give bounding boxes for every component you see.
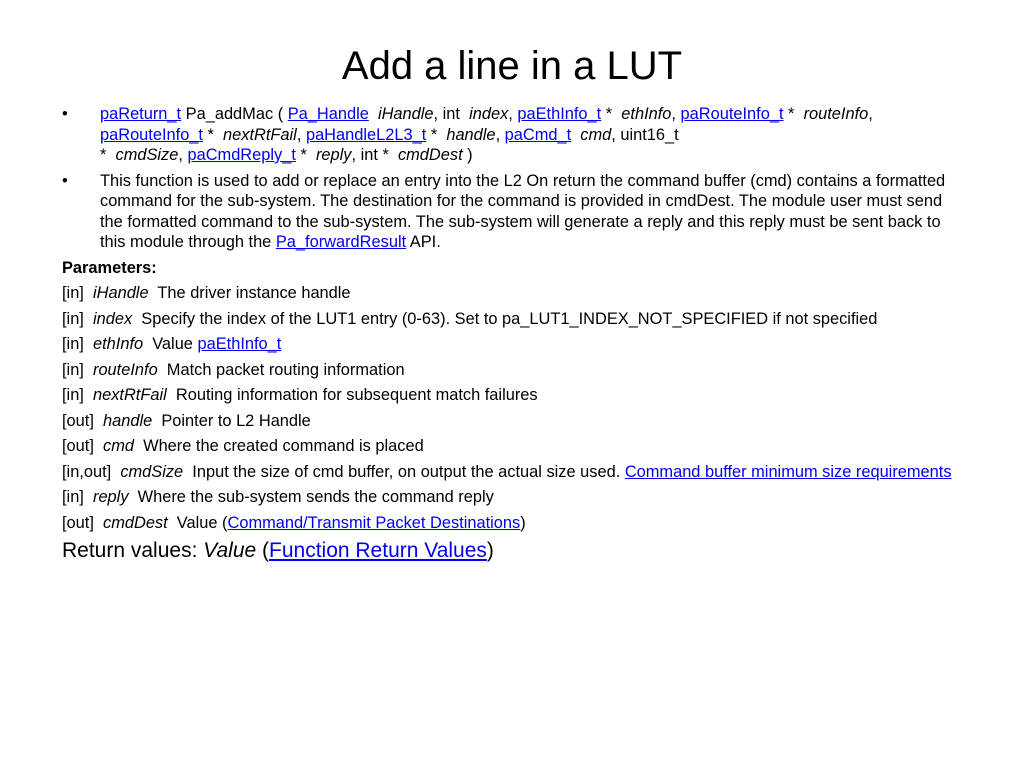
signature-text: , [178, 146, 188, 164]
return-values [62, 538, 962, 564]
parameters-heading: Parameters: [62, 258, 157, 277]
signature-text: * [601, 105, 617, 123]
signature-text: , [495, 125, 505, 144]
param-name: ethInfo [621, 105, 672, 123]
bullet-dot-icon: • [62, 105, 68, 123]
param-line [62, 487, 962, 508]
param-direction: [out] [62, 437, 99, 455]
param-line [62, 513, 962, 534]
bullet-dot-icon: • [62, 171, 68, 190]
param-name: iHandle [377, 105, 434, 123]
param-line [62, 334, 962, 355]
param-description: Value ( [176, 513, 228, 532]
param-line [62, 436, 962, 457]
function-name: Pa_addMac ( [181, 105, 288, 123]
link-param-type[interactable]: paCmd_t [504, 125, 572, 144]
param-name: routeInfo [803, 105, 869, 123]
link-param-type[interactable]: paCmdReply_t [187, 146, 296, 164]
param-direction: [in] [62, 309, 89, 328]
param-direction: [in] [62, 284, 89, 302]
param-description: Where the created command is placed [143, 437, 424, 455]
param-name: cmd [580, 125, 612, 144]
param-name: cmdSize [115, 146, 179, 164]
return-label: Return values: [62, 539, 204, 562]
description-text: This function is used to add or replace an entry into the L2 On return the command buffer (cmd) contains a formatted command for the sub-system. The destination for the command is provided in cmdDest. The module user must send the formatted command to the sub-system. The sub-system will generate a reply and this reply must be sent back to this module through the [100, 171, 946, 251]
param-description: Pointer to L2 Handle [161, 411, 311, 430]
signature-text: , [508, 105, 518, 123]
param-name: nextRtFail [223, 125, 297, 144]
param-description: Input the size of cmd buffer, on output the actual size used. [192, 462, 625, 481]
return-close-paren: ) [486, 539, 494, 562]
param-name: cmd [103, 437, 134, 455]
param-direction: [in] [62, 488, 89, 506]
signature-text: * [100, 146, 111, 164]
param-name: handle [103, 411, 153, 430]
slide-content [62, 104, 962, 564]
param-name: reply [92, 488, 129, 506]
param-direction: [out] [62, 513, 99, 532]
link-param-type[interactable]: paRouteInfo_t [680, 105, 784, 123]
signature-text: * [202, 125, 219, 144]
signature-text: * [426, 125, 442, 144]
link-param-type[interactable]: Pa_Handle [287, 105, 369, 123]
link-param-type[interactable]: paHandleL2L3_t [305, 125, 427, 144]
param-description: Match packet routing information [166, 360, 405, 379]
param-description: Where the sub-system sends the command reply [137, 488, 494, 506]
signature-text: , [296, 125, 306, 144]
param-name: nextRtFail [92, 386, 167, 404]
param-name: ethInfo [92, 335, 144, 353]
signature-text: , int [433, 105, 465, 123]
param-description: The driver instance handle [157, 284, 351, 302]
param-line [62, 283, 962, 304]
slide-title: Add a line in a LUT [341, 44, 683, 88]
param-direction: [out] [62, 411, 99, 430]
description-bullet [62, 171, 962, 253]
signature-text: * [783, 105, 799, 123]
return-value-type: Value [203, 539, 257, 562]
param-description: Specify the index of the LUT1 entry (0-63). Set to pa_LUT1_INDEX_NOT_SPECIFIED if not specified [141, 309, 878, 328]
signature-text: , int * [351, 146, 394, 164]
link-function-return-values[interactable]: Function Return Values [269, 539, 487, 562]
signature-text: * [295, 146, 312, 164]
param-name: routeInfo [92, 360, 158, 379]
signature-text: ) [462, 146, 473, 164]
link-param-type[interactable]: paEthInfo_t [517, 105, 602, 123]
param-line [62, 385, 962, 406]
description-tail: API. [406, 233, 441, 251]
param-name: cmdSize [120, 462, 184, 481]
return-open-paren: ( [256, 539, 270, 562]
param-name: cmdDest [397, 146, 463, 164]
param-line [62, 360, 962, 381]
link-cmd-destinations[interactable]: Command/Transmit Packet Destinations [227, 513, 521, 532]
param-name: index [92, 309, 133, 328]
param-line [62, 309, 962, 330]
param-direction: [in] [62, 386, 89, 404]
signature-bullet [62, 104, 962, 166]
param-line [62, 462, 962, 483]
param-name: reply [315, 146, 352, 164]
link-return-type[interactable]: paReturn_t [100, 105, 182, 123]
param-name: iHandle [92, 284, 149, 302]
param-description: Value [152, 335, 198, 353]
link-param-type[interactable]: paRouteInfo_t [100, 125, 203, 144]
signature-text: , [868, 105, 873, 123]
signature-text: , [671, 105, 681, 123]
param-direction: [in] [62, 360, 89, 379]
param-description-after: ) [520, 513, 526, 532]
param-name: index [469, 105, 509, 123]
signature-text: , uint16_t [611, 125, 679, 144]
param-name: cmdDest [103, 513, 168, 532]
link-forward-result[interactable]: Pa_forwardResult [275, 233, 407, 251]
link-cmd-buffer-size[interactable]: Command buffer minimum size requirements [624, 462, 952, 481]
param-name: handle [446, 125, 496, 144]
param-direction: [in,out] [62, 462, 116, 481]
param-description: Routing information for subsequent match failures [175, 386, 538, 404]
link-eth-info[interactable]: paEthInfo_t [197, 335, 282, 353]
param-line [62, 411, 962, 432]
param-direction: [in] [62, 335, 89, 353]
